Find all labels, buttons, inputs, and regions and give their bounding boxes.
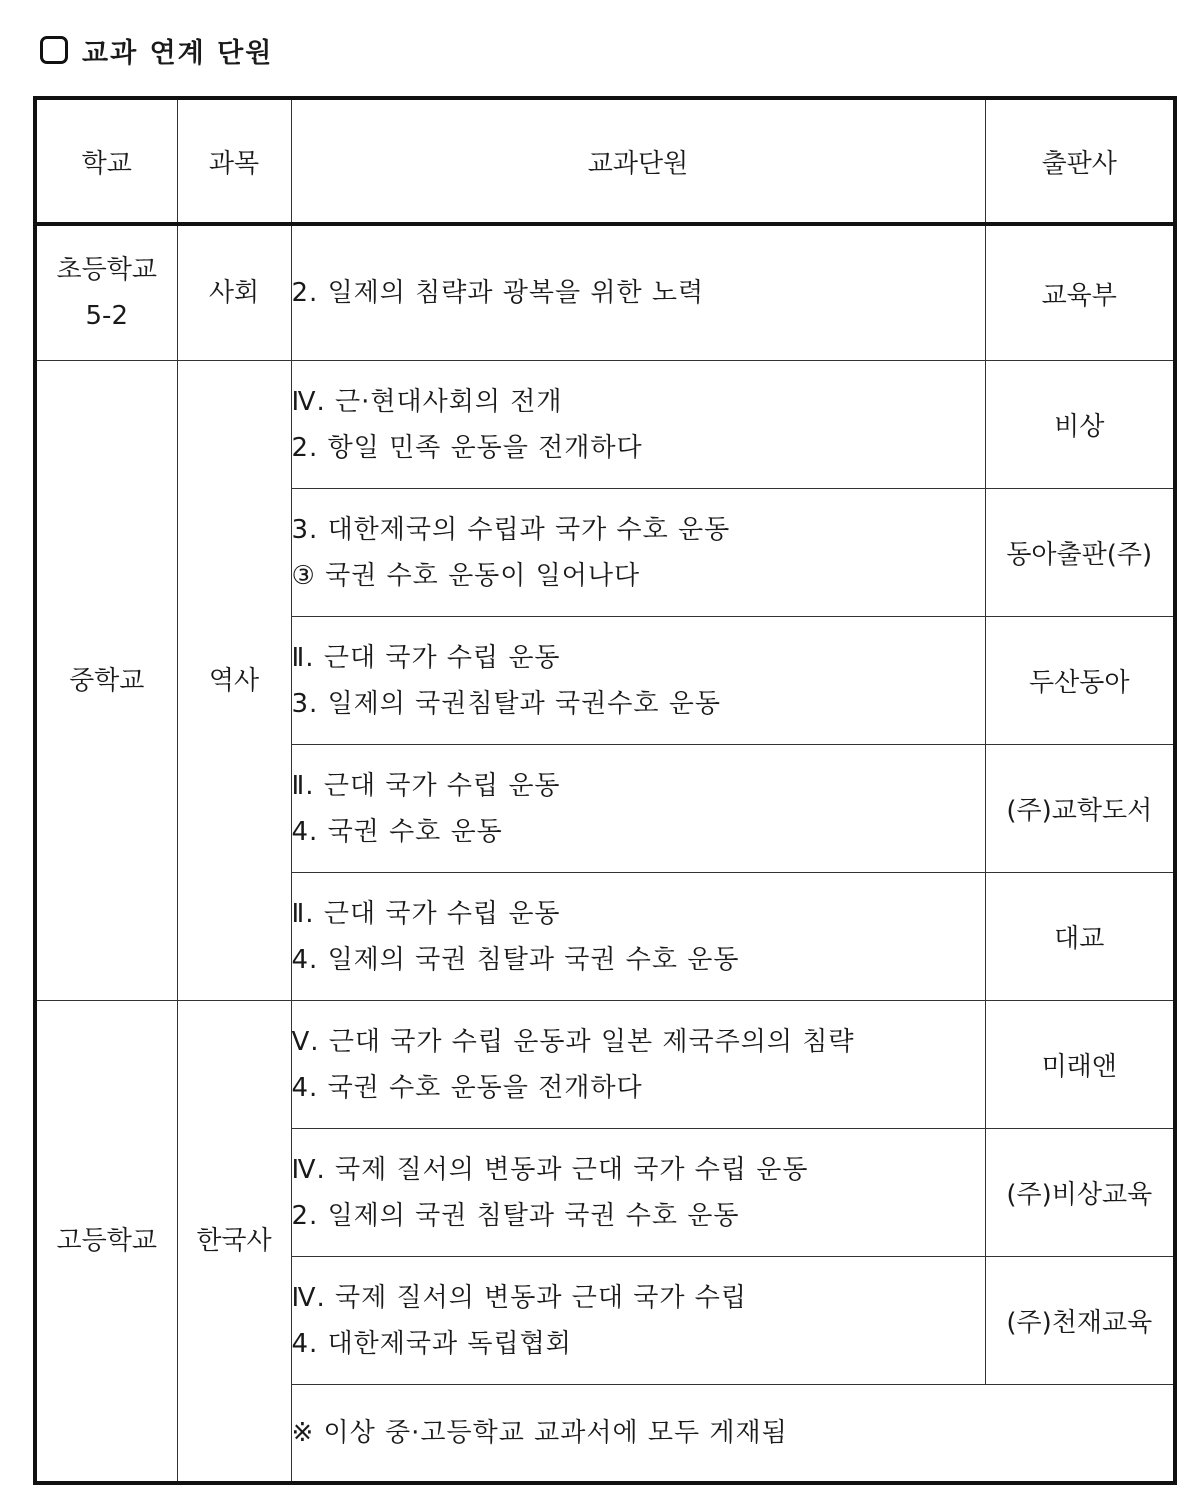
unit-cell: [291, 873, 985, 1001]
unit-title: Ⅱ. 근대 국가 수립 운동: [291, 642, 561, 673]
publisher-cell: 두산동아: [985, 617, 1175, 745]
unit-subtitle: 4. 대한제국과 독립협회: [291, 1328, 572, 1359]
unit-cell: [291, 489, 985, 617]
curriculum-table: [33, 96, 1177, 1485]
unit-subtitle: 4. 일제의 국권 침탈과 국권 수호 운동: [291, 944, 740, 975]
table-row: [35, 224, 1175, 361]
unit-cell: [291, 617, 985, 745]
publisher-cell: 비상: [985, 361, 1175, 489]
table-row: [35, 1001, 1175, 1129]
unit-subtitle: 2. 일제의 국권 침탈과 국권 수호 운동: [291, 1200, 740, 1231]
unit-title: Ⅱ. 근대 국가 수립 운동: [291, 898, 561, 929]
unit-cell: [291, 1257, 985, 1385]
subject-cell-high: 한국사: [177, 1001, 291, 1484]
table-row: [35, 361, 1175, 489]
header-school: 학교: [35, 98, 177, 224]
school-cell-middle: 중학교: [35, 361, 177, 1001]
publisher-cell: 미래앤: [985, 1001, 1175, 1129]
school-cell-high: 고등학교: [35, 1001, 177, 1484]
publisher-cell: (주)천재교육: [985, 1257, 1175, 1385]
school-cell-elementary: [35, 224, 177, 361]
section-title: 교과 연계 단원: [82, 37, 274, 69]
unit-title: Ⅱ. 근대 국가 수립 운동: [291, 770, 561, 801]
unit-title: Ⅳ. 국제 질서의 변동과 근대 국가 수립 운동: [291, 1154, 809, 1185]
publisher-cell: (주)교학도서: [985, 745, 1175, 873]
unit-subtitle: 3. 일제의 국권침탈과 국권수호 운동: [291, 688, 721, 719]
header-subject: 과목: [177, 98, 291, 224]
unit-subtitle: ③ 국권 수호 운동이 일어나다: [291, 560, 641, 591]
checkbox-icon: [40, 36, 68, 64]
unit-title: Ⅴ. 근대 국가 수립 운동과 일본 제국주의의 침략: [291, 1026, 855, 1057]
school-grade: 5-2: [85, 301, 128, 331]
header-unit: 교과단원: [291, 98, 985, 224]
unit-subtitle: 4. 국권 수호 운동: [291, 816, 503, 847]
unit-cell: 2. 일제의 침략과 광복을 위한 노력: [291, 224, 985, 361]
unit-cell: [291, 745, 985, 873]
unit-cell: [291, 1001, 985, 1129]
unit-subtitle: 4. 국권 수호 운동을 전개하다: [291, 1072, 643, 1103]
section-heading: [40, 32, 273, 68]
note-cell: ※ 이상 중·고등학교 교과서에 모두 게재됨: [291, 1385, 1175, 1484]
header-publisher: 출판사: [985, 98, 1175, 224]
subject-cell-middle: 역사: [177, 361, 291, 1001]
publisher-cell: 동아출판(주): [985, 489, 1175, 617]
publisher-cell: 교육부: [985, 224, 1175, 361]
subject-cell: 사회: [177, 224, 291, 361]
unit-cell: [291, 361, 985, 489]
unit-title: Ⅳ. 국제 질서의 변동과 근대 국가 수립: [291, 1282, 747, 1313]
unit-title: 3. 대한제국의 수립과 국가 수호 운동: [291, 514, 731, 545]
unit-title: Ⅳ. 근·현대사회의 전개: [291, 386, 563, 417]
publisher-cell: (주)비상교육: [985, 1129, 1175, 1257]
school-name: 초등학교: [56, 255, 157, 285]
unit-cell: [291, 1129, 985, 1257]
header-row: [35, 98, 1175, 224]
unit-subtitle: 2. 항일 민족 운동을 전개하다: [291, 432, 643, 463]
publisher-cell: 대교: [985, 873, 1175, 1001]
